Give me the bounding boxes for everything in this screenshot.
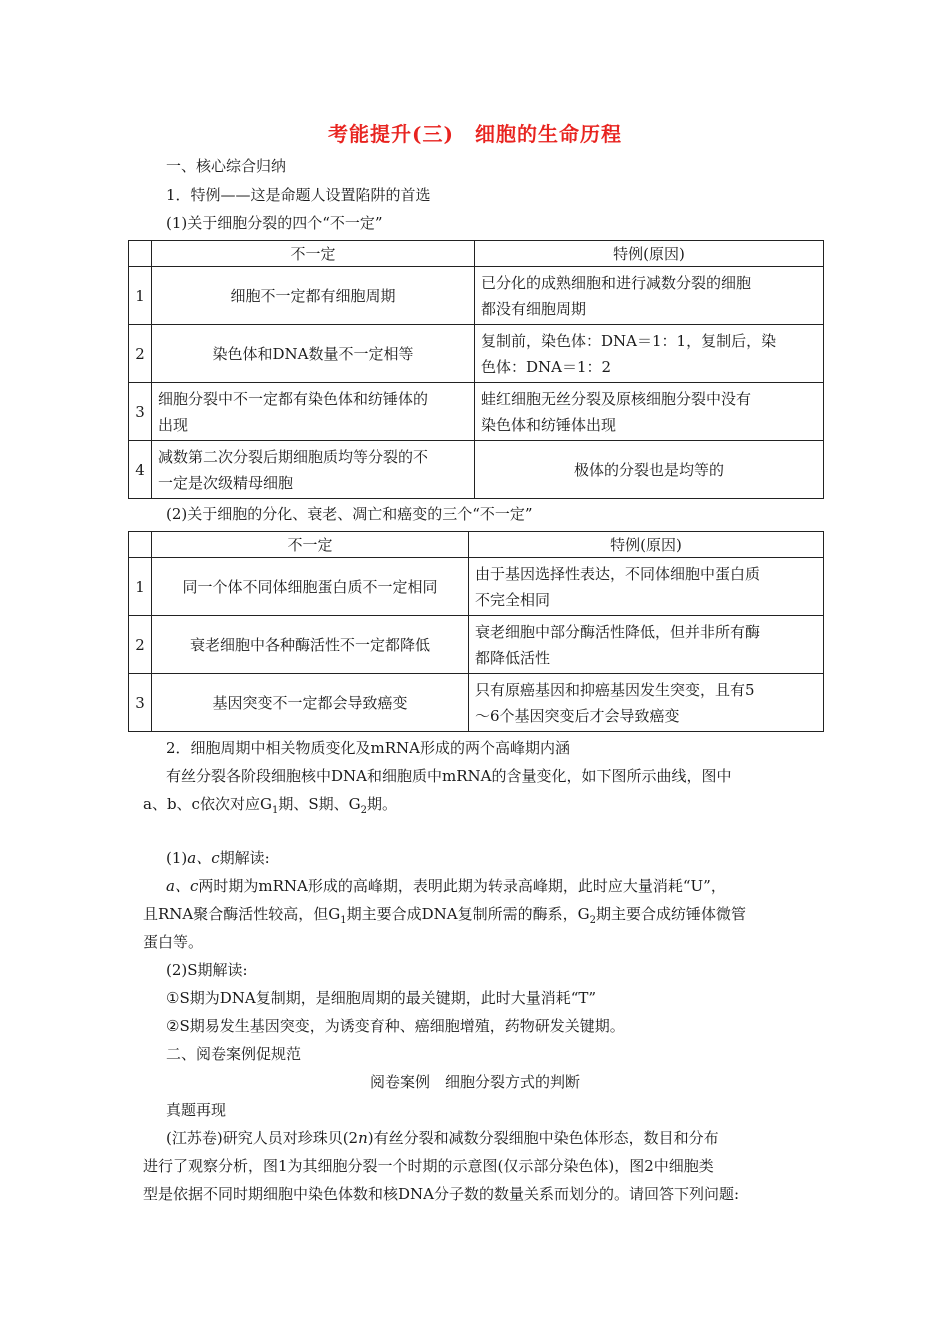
row-number: 2: [129, 325, 152, 383]
paragraph: 蛋白等。: [143, 933, 204, 951]
table-cell: 染色体和DNA数量不一定相等: [152, 325, 475, 383]
table-row: [129, 674, 824, 732]
table-header-row: [129, 532, 824, 558]
table-cell: 基因突变不一定都会导致癌变: [152, 674, 469, 732]
row-number: 3: [129, 383, 152, 441]
paragraph: 进行了观察分析，图1为其细胞分裂一个时期的示意图(仅示部分染色体)，图2中细胞类: [143, 1157, 714, 1175]
subsection-heading-mrna: 2．细胞周期中相关物质变化及mRNA形成的两个高峰期内涵: [166, 739, 571, 757]
table-row: [129, 558, 824, 616]
paragraph: (江苏卷)研究人员对珍珠贝(2n)有丝分裂和减数分裂细胞中染色体形态，数目和分布: [166, 1129, 719, 1147]
paragraph: ②S期易发生基因突变，为诱变育种、癌细胞增殖，药物研发关键期。: [166, 1017, 625, 1035]
paragraph: 有丝分裂各阶段细胞核中DNA和细胞质中mRNA的含量变化，如下图所示曲线，图中: [166, 767, 732, 785]
row-number: 4: [129, 441, 152, 499]
header-cell: 特例(原因): [475, 241, 824, 267]
row-number: 1: [129, 558, 152, 616]
table-cell: 只有原癌基因和抑癌基因发生突变，且有5 ～6个基因突变后才会导致癌变: [469, 674, 824, 732]
table-header-row: [129, 241, 824, 267]
header-cell-empty: [129, 532, 152, 558]
table-cell: 复制前，染色体：DNA＝1：1，复制后，染 色体：DNA＝1：2: [475, 325, 824, 383]
table-cell: 由于基因选择性表达，不同体细胞中蛋白质 不完全相同: [469, 558, 824, 616]
table-cell: 蛙红细胞无丝分裂及原核细胞分裂中没有 染色体和纺锤体出现: [475, 383, 824, 441]
table1-caption: (1)关于细胞分裂的四个“不一定”: [166, 214, 383, 232]
table-cell-division: [128, 240, 824, 499]
header-cell: 特例(原因): [469, 532, 824, 558]
table-row: [129, 325, 824, 383]
subsection-heading-s: (2)S期解读:: [166, 961, 248, 979]
table-cell: 已分化的成熟细胞和进行减数分裂的细胞 都没有细胞周期: [475, 267, 824, 325]
paragraph: a、c两时期为mRNA形成的高峰期，表明此期为转录高峰期，此时应大量消耗“U”，: [166, 877, 726, 895]
table2-caption: (2)关于细胞的分化、衰老、凋亡和癌变的三个“不一定”: [166, 505, 533, 523]
page-title: 考能提升(三) 细胞的生命历程: [328, 122, 622, 146]
table-row: [129, 383, 824, 441]
row-number: 1: [129, 267, 152, 325]
header-cell: 不一定: [152, 532, 469, 558]
table-cell: 细胞不一定都有细胞周期: [152, 267, 475, 325]
table-cell: 减数第二次分裂后期细胞质均等分裂的不 一定是次级精母细胞: [152, 441, 475, 499]
table-cell: 衰老细胞中各种酶活性不一定都降低: [152, 616, 469, 674]
subsection-heading-ac: (1)a、c期解读:: [166, 849, 270, 867]
paragraph: ①S期为DNA复制期，是细胞周期的最关键期，此时大量消耗“T”: [166, 989, 597, 1007]
header-cell-empty: [129, 241, 152, 267]
row-number: 3: [129, 674, 152, 732]
header-cell: 不一定: [152, 241, 475, 267]
paragraph: 且RNA聚合酶活性较高，但$G_1$期主要合成DNA复制所需的酶系，$G_2$期主要合成纺锤体微管: [143, 905, 746, 926]
subsection-heading-special-cases: 1．特例——这是命题人设置陷阱的首选: [166, 186, 431, 204]
table-cell: 衰老细胞中部分酶活性降低，但并非所有酶 都降低活性: [469, 616, 824, 674]
paragraph: 型是依据不同时期细胞中染色体数和核DNA分子数的数量关系而划分的。请回答下列问题:: [143, 1185, 740, 1203]
table-cell-differentiation: [128, 531, 824, 732]
case-title: 阅卷案例 细胞分裂方式的判断: [369, 1073, 580, 1091]
row-number: 2: [129, 616, 152, 674]
table-cell: 极体的分裂也是均等的: [475, 441, 824, 499]
table-row: [129, 267, 824, 325]
section-heading-2: 二、阅卷案例促规范: [166, 1045, 302, 1063]
table-row: [129, 616, 824, 674]
section-heading-1: 一、核心综合归纳: [166, 157, 287, 175]
paragraph: a、b、c依次对应$G_1$期、S期、$G_2$期。: [143, 795, 397, 816]
table-cell: 同一个体不同体细胞蛋白质不一定相同: [152, 558, 469, 616]
subsection-heading-exam: 真题再现: [166, 1101, 227, 1119]
table-cell: 细胞分裂中不一定都有染色体和纺锤体的 出现: [152, 383, 475, 441]
table-row: [129, 441, 824, 499]
